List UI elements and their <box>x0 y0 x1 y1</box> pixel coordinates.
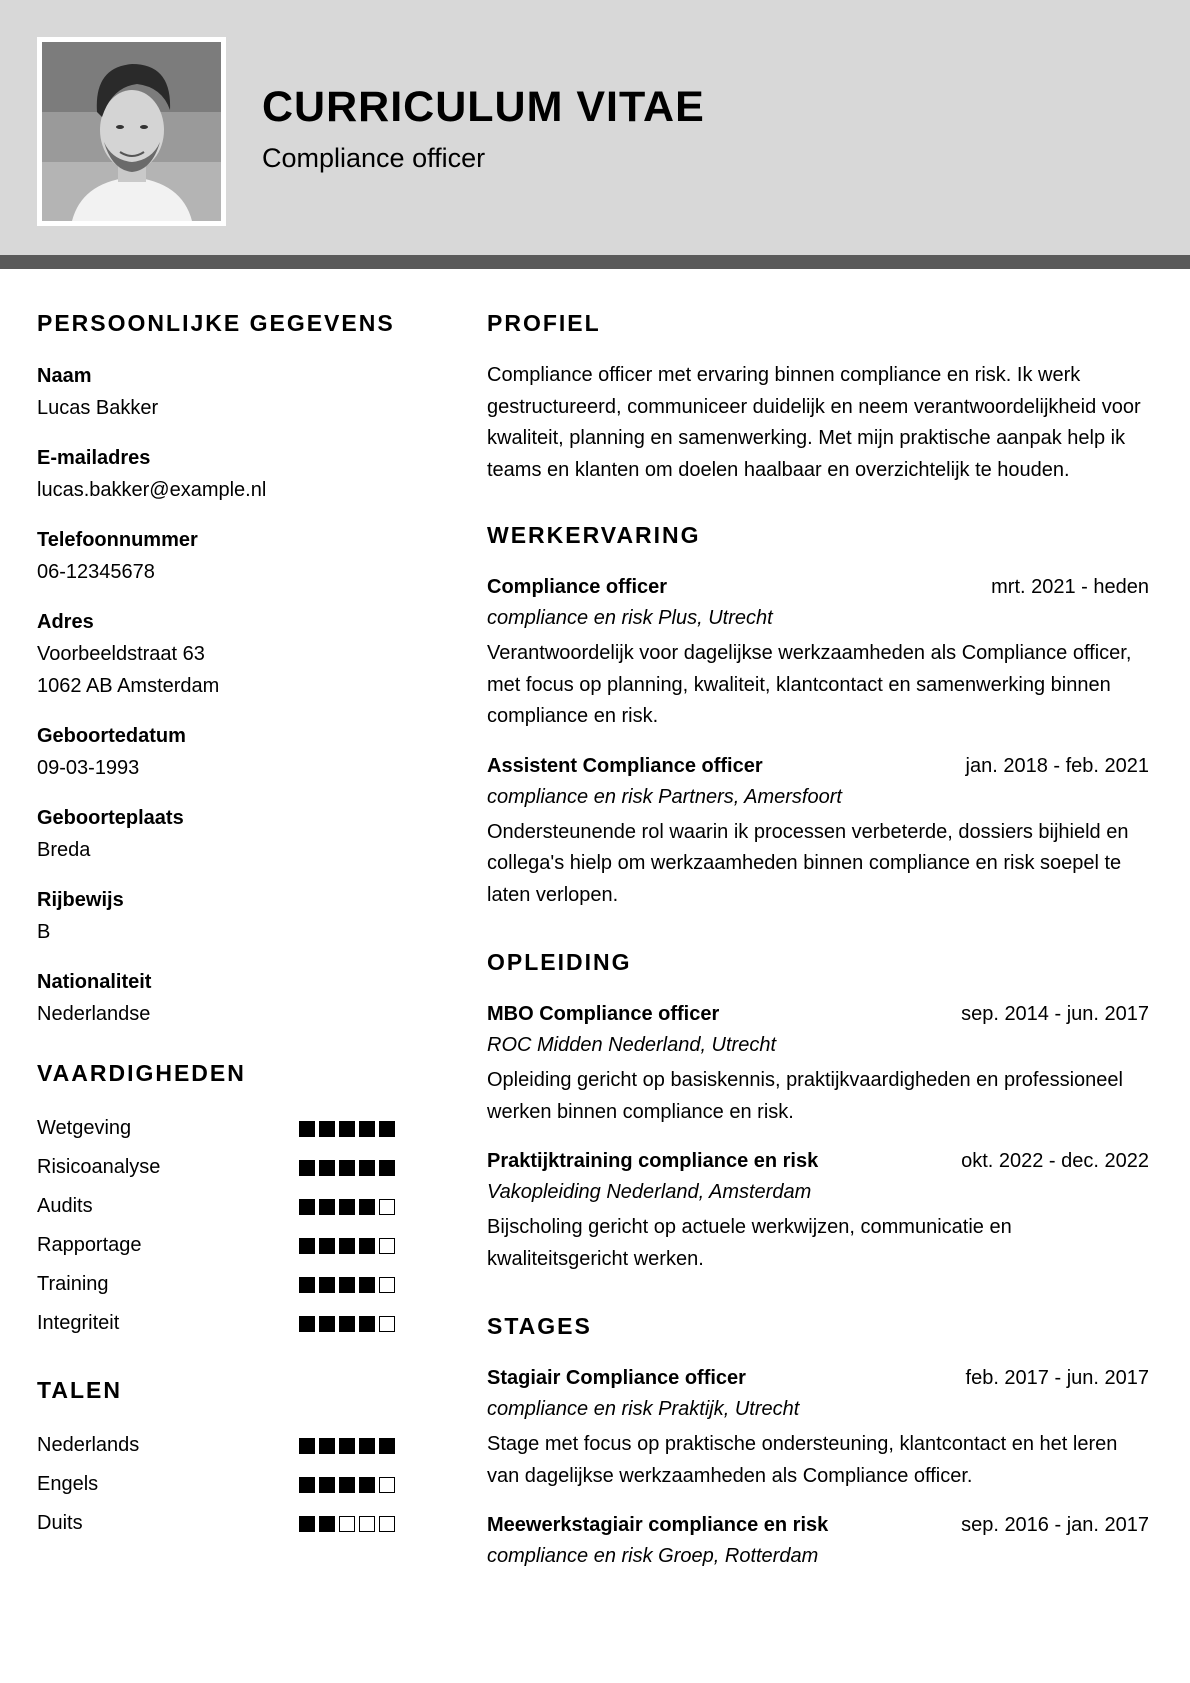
rating-square-filled <box>319 1477 335 1493</box>
profile-heading: PROFIEL <box>487 310 601 336</box>
internship-entry <box>487 1363 1149 1492</box>
skill-name: Training <box>37 1273 109 1295</box>
entry-header <box>487 572 1149 603</box>
entry-title: Stagiair Compliance officer <box>487 1367 746 1389</box>
education-entry <box>487 999 1149 1128</box>
field-value: Lucas Bakker <box>37 397 159 419</box>
language-rating <box>299 1477 399 1495</box>
profile-text: Compliance officer met ervaring binnen compliance en risk. Ik werk gestructureerd, communiceer duidelijk en neem verantwoordelijkheid voor kwaliteit, planning en samenwerking. Met mijn praktische aanpak help ik teams en klanten om doelen haalbaar en overzichtelijk te houden. <box>487 364 1141 481</box>
entry-organization: compliance en risk Praktijk, Utrecht <box>487 1398 800 1420</box>
entry-title: Compliance officer <box>487 576 668 598</box>
rating-square-filled <box>319 1160 335 1176</box>
field-label: Telefoonnummer <box>37 529 198 551</box>
rating-square-empty <box>379 1199 395 1215</box>
skill-name: Wetgeving <box>37 1117 132 1139</box>
rating-square-filled <box>319 1238 335 1254</box>
rating-square-filled <box>359 1238 375 1254</box>
skill-row <box>37 1187 417 1226</box>
rating-square-empty <box>379 1516 395 1532</box>
field-value: Breda <box>37 839 91 861</box>
entry-title: Assistent Compliance officer <box>487 754 763 777</box>
skill-row <box>37 1148 417 1187</box>
section-gap <box>487 1293 1149 1313</box>
field-value: Voorbeeldstraat 63 <box>37 643 205 665</box>
rating-square-filled <box>299 1516 315 1532</box>
entry-date: sep. 2014 - jun. 2017 <box>961 1003 1149 1025</box>
rating-square-filled <box>299 1121 315 1137</box>
skill-rating <box>299 1121 399 1139</box>
profile-photo <box>42 42 221 221</box>
field-value: 06-12345678 <box>37 561 155 583</box>
skill-rating <box>299 1316 399 1334</box>
rating-square-filled <box>379 1438 395 1454</box>
skill-rating <box>299 1160 399 1178</box>
header-divider-bar <box>0 255 1190 269</box>
entry-header <box>487 1146 1149 1177</box>
entry-description: Bijscholing gericht op actuele werkwijzen, communicatie en kwaliteitsgericht werken. <box>487 1216 1012 1270</box>
language-rating <box>299 1438 399 1456</box>
rating-square-filled <box>319 1438 335 1454</box>
personal-field <box>37 524 417 588</box>
education-entry <box>487 1146 1149 1275</box>
entry-date: sep. 2016 - jan. 2017 <box>961 1514 1149 1536</box>
entry-title: Praktijktraining compliance en risk <box>487 1150 819 1172</box>
rating-square-filled <box>319 1316 335 1332</box>
rating-square-filled <box>359 1316 375 1332</box>
field-label: Geboortedatum <box>37 725 186 747</box>
field-label: Rijbewijs <box>37 889 124 911</box>
skill-name: Audits <box>37 1195 93 1217</box>
language-row <box>37 1465 417 1504</box>
skill-rating <box>299 1199 399 1217</box>
rating-square-empty <box>359 1516 375 1532</box>
header <box>0 0 1190 255</box>
education-heading: OPLEIDING <box>487 949 632 975</box>
skill-row <box>37 1304 417 1343</box>
entry-header <box>487 1510 1149 1541</box>
right-column <box>487 310 1149 1590</box>
rating-square-empty <box>379 1238 395 1254</box>
personal-heading: PERSOONLIJKE GEGEVENS <box>37 310 395 336</box>
skill-row <box>37 1109 417 1148</box>
rating-square-filled <box>339 1477 355 1493</box>
personal-field <box>37 884 417 948</box>
field-value: lucas.bakker@example.nl <box>37 479 267 501</box>
languages-list <box>37 1426 417 1543</box>
language-rating <box>299 1516 399 1534</box>
entry-date: mrt. 2021 - heden <box>991 576 1149 598</box>
personal-field <box>37 966 417 1030</box>
language-name: Engels <box>37 1473 99 1495</box>
languages-heading: TALEN <box>37 1377 122 1403</box>
rating-square-filled <box>299 1160 315 1176</box>
entry-organization: compliance en risk Groep, Rotterdam <box>487 1545 819 1567</box>
rating-square-filled <box>319 1199 335 1215</box>
field-value: 1062 AB Amsterdam <box>37 675 220 697</box>
rating-square-filled <box>359 1121 375 1137</box>
personal-field <box>37 720 417 784</box>
rating-square-filled <box>339 1199 355 1215</box>
rating-square-filled <box>339 1238 355 1254</box>
skill-rating <box>299 1238 399 1256</box>
work-entry <box>487 751 1149 912</box>
field-label: Adres <box>37 611 94 633</box>
language-row <box>37 1504 417 1543</box>
skill-name: Risicoanalyse <box>37 1156 161 1178</box>
rating-square-empty <box>379 1477 395 1493</box>
field-value: B <box>37 921 51 943</box>
rating-square-filled <box>299 1277 315 1293</box>
entry-description: Stage met focus op praktische ondersteuning, klantcontact en het leren van dagelijkse werkzaamheden als Compliance officer. <box>487 1433 1118 1487</box>
rating-square-filled <box>359 1277 375 1293</box>
entry-description: Ondersteunende rol waarin ik processen verbeterde, dossiers bijhield en collega's hielp om werkzaamheden binnen compliance en risk soepel te laten verlopen. <box>487 820 1129 906</box>
rating-square-filled <box>339 1316 355 1332</box>
rating-square-filled <box>359 1477 375 1493</box>
skill-row <box>37 1226 417 1265</box>
skill-row <box>37 1265 417 1304</box>
rating-square-filled <box>359 1199 375 1215</box>
internship-entry <box>487 1510 1149 1572</box>
rating-square-filled <box>299 1316 315 1332</box>
rating-square-filled <box>299 1477 315 1493</box>
entry-organization: compliance en risk Partners, Amersfoort <box>487 785 842 808</box>
entry-organization: Vakopleiding Nederland, Amsterdam <box>487 1181 812 1203</box>
entry-description: Verantwoordelijk voor dagelijkse werkzaamheden als Compliance officer, met focus op planning, kwaliteit, klantcontact en samenwerking binnen compliance en risk. <box>487 642 1132 727</box>
rating-square-filled <box>339 1438 355 1454</box>
rating-square-empty <box>379 1316 395 1332</box>
rating-square-filled <box>319 1277 335 1293</box>
personal-field <box>37 802 417 866</box>
rating-square-filled <box>339 1160 355 1176</box>
rating-square-filled <box>299 1438 315 1454</box>
entry-date: jan. 2018 - feb. 2021 <box>965 754 1149 777</box>
field-label: Naam <box>37 365 92 387</box>
rating-square-filled <box>379 1121 395 1137</box>
language-name: Duits <box>37 1512 83 1534</box>
personal-field <box>37 360 417 424</box>
cv-title: CURRICULUM VITAE <box>262 83 705 131</box>
field-label: E-mailadres <box>37 447 151 469</box>
rating-square-filled <box>319 1516 335 1532</box>
field-label: Nationaliteit <box>37 971 152 993</box>
language-name: Nederlands <box>37 1434 140 1456</box>
rating-square-filled <box>319 1121 335 1137</box>
entry-title: MBO Compliance officer <box>487 1003 720 1025</box>
rating-square-filled <box>299 1238 315 1254</box>
entry-organization: compliance en risk Plus, Utrecht <box>487 607 773 629</box>
skill-rating <box>299 1277 399 1295</box>
work-heading: WERKERVARING <box>487 522 701 548</box>
personal-field <box>37 442 417 506</box>
cv-subtitle: Compliance officer <box>262 143 486 173</box>
rating-square-filled <box>299 1199 315 1215</box>
skills-list <box>37 1109 417 1343</box>
entry-title: Meewerkstagiair compliance en risk <box>487 1514 829 1536</box>
entry-date: feb. 2017 - jun. 2017 <box>965 1367 1149 1389</box>
skill-name: Integriteit <box>37 1312 120 1334</box>
left-column <box>37 310 417 1543</box>
skill-name: Rapportage <box>37 1234 142 1256</box>
rating-square-empty <box>339 1516 355 1532</box>
entry-header <box>487 1363 1149 1394</box>
entry-header <box>487 751 1149 782</box>
rating-square-filled <box>339 1121 355 1137</box>
profile-photo-frame <box>37 37 226 226</box>
entry-organization: ROC Midden Nederland, Utrecht <box>487 1034 777 1056</box>
entry-date: okt. 2022 - dec. 2022 <box>961 1150 1149 1172</box>
rating-square-empty <box>379 1277 395 1293</box>
personal-field <box>37 606 417 702</box>
field-value: Nederlandse <box>37 1003 151 1025</box>
field-value: 09-03-1993 <box>37 757 140 779</box>
entry-description: Opleiding gericht op basiskennis, praktijkvaardigheden en professioneel werken binnen compliance en risk. <box>487 1069 1123 1123</box>
entry-header <box>487 999 1149 1030</box>
language-row <box>37 1426 417 1465</box>
rating-square-filled <box>359 1160 375 1176</box>
rating-square-filled <box>379 1160 395 1176</box>
field-label: Geboorteplaats <box>37 807 184 829</box>
internships-heading: STAGES <box>487 1313 592 1339</box>
rating-square-filled <box>339 1277 355 1293</box>
section-gap <box>487 929 1149 949</box>
skills-heading: VAARDIGHEDEN <box>37 1060 246 1086</box>
rating-square-filled <box>359 1438 375 1454</box>
work-entry <box>487 572 1149 733</box>
